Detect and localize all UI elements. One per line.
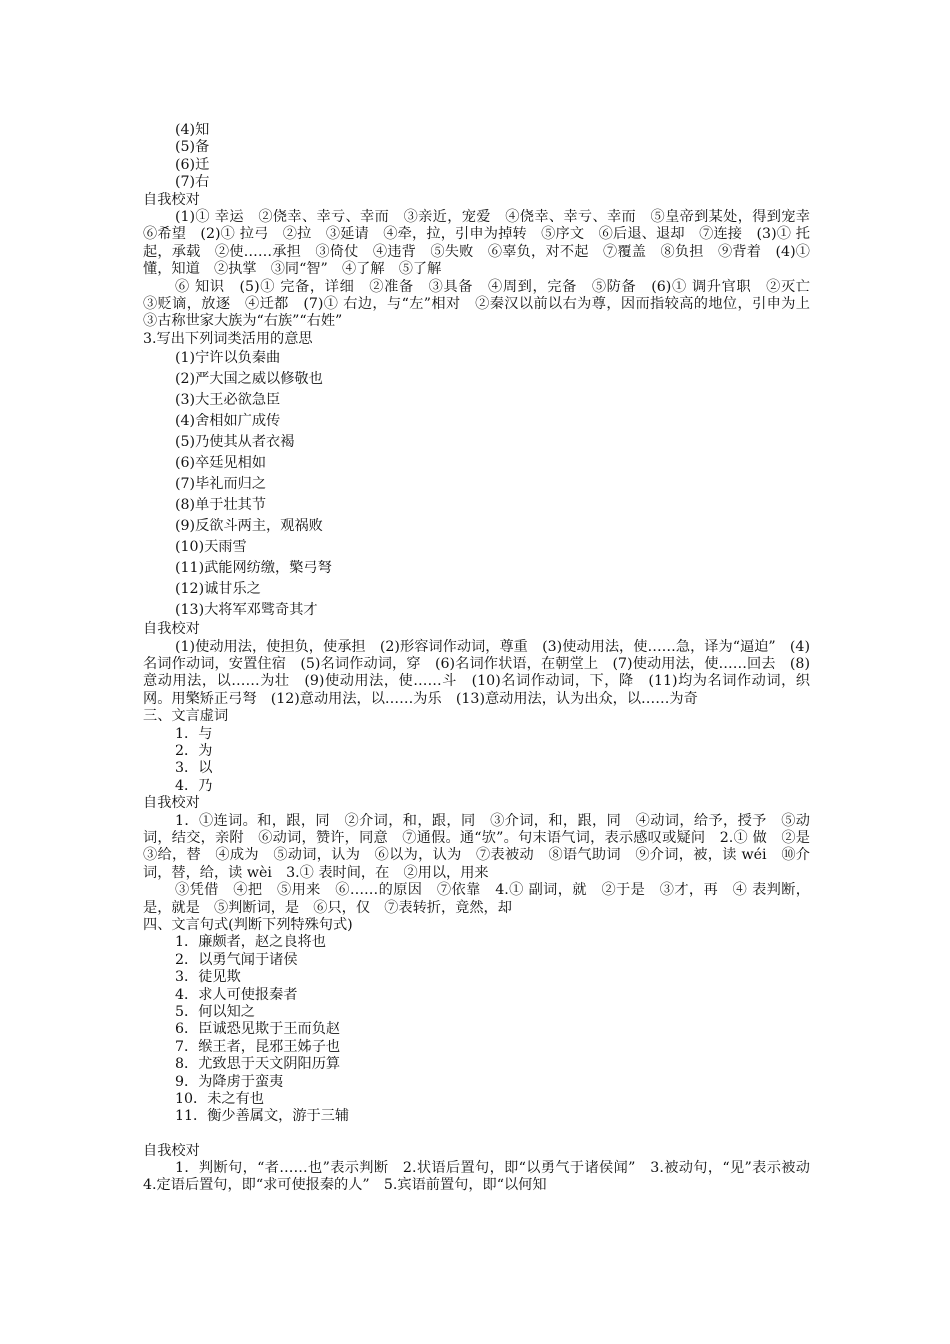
list-item: 3．以 — [175, 760, 213, 777]
list-item: 5．何以知之 — [175, 1003, 255, 1020]
list-item: 4．求人可使报秦者 — [175, 986, 298, 1003]
self-check-heading: 自我校对 — [143, 1142, 200, 1159]
list-item: (6)卒廷见相如 — [175, 455, 267, 472]
list-item: 2．以勇气闻于诸侯 — [175, 951, 298, 968]
list-item: (7)毕礼而归之 — [175, 476, 267, 493]
list-item: (3)大王必欲急臣 — [175, 392, 281, 409]
question-list — [143, 726, 810, 796]
list-item: 3．徒见欺 — [175, 969, 241, 986]
list-item: 6．臣诚恐见欺于王而负赵 — [175, 1021, 341, 1038]
answer-paragraph: (1)① 幸运 ②侥幸、幸亏、幸而 ③亲近，宠爱 ④侥幸、幸亏、幸而 ⑤皇帝到某处，得到宠幸 ⑥希望 (2)① 拉弓 ②拉 ③延请 ④牵，拉，引申为掉转 ⑤序文 ⑥后退、退却 ⑦连接 (3)① 托起，承载 ②使……承担 ③倚仗 ④违背 ⑤失败 ⑥辜负，对不起 ⑦覆盖 ⑧负担 ⑨背着 (4)① 懂，知道 ②执掌 ③同“智” ④了解 ⑤了解 — [143, 208, 825, 278]
list-item: 7．缑王者，昆邪王姊子也 — [175, 1038, 341, 1055]
self-check-heading: 自我校对 — [143, 191, 200, 208]
list-item: (8)单于壮其节 — [175, 497, 267, 514]
list-item: 10．未之有也 — [175, 1090, 264, 1107]
list-item: (5)备 — [175, 139, 210, 156]
list-item: (4)舍相如广成传 — [175, 413, 281, 430]
self-check-heading: 自我校对 — [143, 621, 200, 638]
list-item: (6)迁 — [175, 156, 210, 173]
list-item: (7)右 — [175, 174, 210, 191]
list-item: 11．衡少善属文，游于三辅 — [175, 1108, 350, 1125]
list-item: (10)天雨雪 — [175, 539, 247, 556]
list-item: 8．尤致思于天文阴阳历算 — [175, 1056, 341, 1073]
answer-paragraph: (1)使动用法，使担负，使承担 (2)形容词作动词，尊重 (3)使动用法，使……急，译为“逼迫” (4)名词作动词，安置住宿 (5)名词作动词，穿 (6)名词作状语，在朝堂上 (7)使动用法，使……回去 (8)意动用法，以……为壮 (9)使动用法，使……斗 (10)名词作动词，下，降 (11)均为名词作动词，织网。用檠矫正弓弩 (12)意动用法，以……为乐 (13)意动用法，认为出众，以……为奇 — [143, 638, 810, 707]
section-heading: 3.写出下列词类活用的意思 — [143, 330, 313, 347]
list-item: 1．廉颇者，赵之良将也 — [175, 934, 326, 951]
top-list — [143, 122, 810, 192]
list-item: (5)乃使其从者衣褐 — [175, 434, 295, 451]
list-item: (12)诚甘乐之 — [175, 581, 261, 598]
list-item: (2)严大国之威以修敬也 — [175, 371, 323, 388]
section-heading: 四、文言句式(判断下列特殊句式) — [143, 916, 353, 933]
list-item: 9．为降虏于蛮夷 — [175, 1073, 284, 1090]
answer-paragraph: 1．①连词。和，跟，同 ②介词，和，跟，同 ③介词，和，跟，同 ④动词，给予，授予 ⑤动词，结交，亲附 ⑥动词，赞许，同意 ⑦通假。通“欤”。句末语气词，表示感叹或疑问 2.① 做 ②是 ③给，替 ④成为 ⑤动词，认为 ⑥以为，认为 ⑦表被动 ⑧语气助词 ⑨介词，被，读 wéi ⑩介词，替，给，读 wèi 3.① 表时间，在 ②用以，用来 — [143, 812, 825, 881]
list-item: 4．乃 — [175, 777, 213, 794]
answer-paragraph: ⑥ 知识 (5)① 完备，详细 ②准备 ③具备 ④周到，完备 ⑤防备 (6)① 调升官职 ②灭亡 ③贬谪，放逐 ④迁都 (7)① 右边，与“左”相对 ②秦汉以前以右为尊，因而指较高的地位，引申为上 ③古称世家大族为“右族”“右姓” — [143, 278, 825, 330]
self-check-heading: 自我校对 — [143, 795, 200, 812]
document-page — [143, 122, 825, 1195]
list-item: (13)大将军邓骘奇其才 — [175, 602, 318, 619]
answer-paragraph: ③凭借 ④把 ⑤用来 ⑥……的原因 ⑦依靠 4.① 副词，就 ②于是 ③才，再 ④ 表判断，是，就是 ⑤判断词，是 ⑥只，仅 ⑦表转折，竟然，却 — [143, 882, 810, 916]
list-item: 1．与 — [175, 725, 213, 742]
list-item: (4)知 — [175, 122, 210, 138]
question-list — [143, 348, 810, 621]
list-item: (11)武能网纺缴，檠弓弩 — [175, 560, 332, 577]
section-heading: 三、文言虚词 — [143, 708, 229, 725]
list-item: 2．为 — [175, 742, 213, 759]
spacer — [143, 1126, 810, 1143]
question-list — [143, 934, 810, 1125]
list-item: (9)反欲斗两主，观祸败 — [175, 518, 323, 535]
list-item: (1)宁许以负秦曲 — [175, 350, 281, 367]
answer-paragraph: 1．判断句，“者……也”表示判断 2.状语后置句，即“以勇气于诸侯闻” 3.被动句，“见”表示被动 4.定语后置句，即“求可使报秦的人” 5.宾语前置句，即“以何知 — [143, 1160, 825, 1194]
